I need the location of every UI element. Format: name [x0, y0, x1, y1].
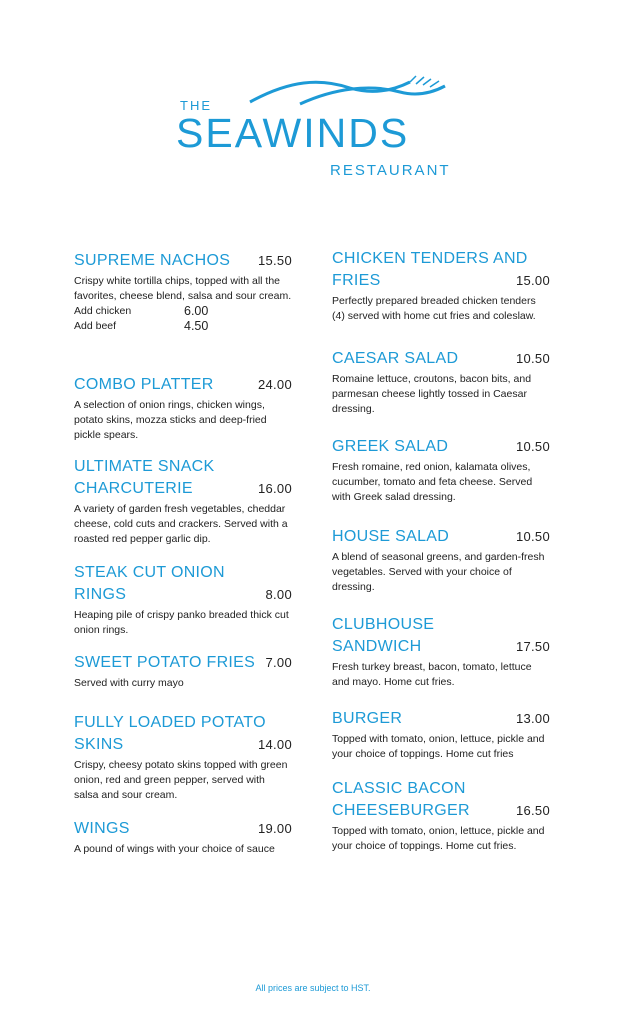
item-description: Fresh turkey breast, bacon, tomato, lettuce and mayo. Home cut fries. — [332, 661, 532, 688]
item-title: SUPREME NACHOS 15.50 — [74, 250, 292, 272]
item-description: Served with curry mayo — [74, 677, 184, 689]
item-price: 10.50 — [515, 439, 550, 454]
item-title: CHICKEN TENDERS AND — [332, 250, 528, 267]
item-description: Crispy, cheesy potato skins topped with green onion, red and green pepper, served with salsa and sour cream. — [74, 759, 288, 801]
item-title: ULTIMATE SNACK — [74, 458, 215, 475]
footer-note: All prices are subject to HST. — [255, 983, 371, 993]
menu-item — [74, 456, 292, 562]
item-title: WINGS 19.00 — [74, 818, 292, 840]
item-title: CLASSIC BACON — [332, 780, 466, 797]
item-price: 16.00 — [257, 481, 292, 496]
item-description: Fresh romaine, red onion, kalamata olives, cucumber, tomato and feta cheese. Served with Greek salad dressing. — [332, 461, 533, 503]
item-title-line2: CHEESEBURGER 16.50 — [332, 800, 550, 822]
item-title-line2: SANDWICH 17.50 — [332, 636, 550, 658]
item-description: Topped with tomato, onion, lettuce, pickle and your choice of toppings. Home cut fries. — [332, 825, 545, 852]
addon-price: 6.00 — [184, 304, 209, 318]
menu-item — [74, 562, 292, 652]
logo-the: THE — [180, 98, 212, 113]
addon-row — [74, 319, 292, 334]
item-price: 17.50 — [515, 639, 550, 654]
item-price: 19.00 — [257, 821, 292, 836]
item-title: STEAK CUT ONION — [74, 564, 225, 581]
menu-item — [332, 436, 550, 526]
addon-row — [74, 304, 292, 319]
menu-item — [74, 250, 292, 374]
item-description: Perfectly prepared breaded chicken tenders (4) served with home cut fries and coleslaw. — [332, 295, 536, 322]
item-price: 14.00 — [257, 737, 292, 752]
item-title-line2: CHARCUTERIE 16.00 — [74, 478, 292, 500]
logo-restaurant: RESTAURANT — [330, 162, 451, 179]
menu-item — [332, 526, 550, 614]
menu-column-left — [74, 250, 292, 857]
addon-price: 4.50 — [184, 319, 209, 333]
item-title: SWEET POTATO FRIES 7.00 — [74, 652, 292, 674]
item-description: A selection of onion rings, chicken wings, potato skins, mozza sticks and deep-fried pickle spears. — [74, 399, 267, 441]
menu-item — [332, 708, 550, 778]
item-title-line2: RINGS 8.00 — [74, 584, 292, 606]
item-title: BURGER 13.00 — [332, 708, 550, 730]
item-description: Topped with tomato, onion, lettuce, pickle and your choice of toppings. Home cut fries — [332, 733, 545, 760]
item-price: 10.50 — [515, 351, 550, 366]
item-price: 13.00 — [515, 711, 550, 726]
restaurant-logo — [0, 70, 626, 200]
item-price: 24.00 — [257, 377, 292, 392]
item-price: 15.00 — [515, 273, 550, 288]
item-price: 16.50 — [515, 803, 550, 818]
addon-name: Add chicken — [74, 305, 132, 317]
item-description: A variety of garden fresh vegetables, cheddar cheese, cold cuts and crackers. Served with a roasted red pepper garlic dip. — [74, 503, 288, 545]
item-title: COMBO PLATTER 24.00 — [74, 374, 292, 396]
item-title: FULLY LOADED POTATO — [74, 714, 266, 731]
menu-item — [332, 614, 550, 708]
item-title-line2: SKINS 14.00 — [74, 734, 292, 756]
item-title: HOUSE SALAD 10.50 — [332, 526, 550, 548]
item-price: 8.00 — [265, 587, 292, 602]
logo-seawinds: SEAWINDS — [176, 110, 410, 156]
item-title: CLUBHOUSE — [332, 616, 435, 633]
item-description: A blend of seasonal greens, and garden-fresh vegetables. Served with your choice of dressing. — [332, 551, 545, 593]
item-description: Romaine lettuce, croutons, bacon bits, and parmesan cheese lightly tossed in Caesar dressing. — [332, 373, 532, 415]
addon-name: Add beef — [74, 320, 117, 332]
item-price: 7.00 — [265, 655, 292, 670]
item-description: Crispy white tortilla chips, topped with all the favorites, cheese blend, salsa and sour cream. — [74, 275, 292, 302]
menu-column-right — [332, 248, 550, 854]
item-price: 15.50 — [257, 253, 292, 268]
menu-item — [74, 818, 292, 857]
item-description: A pound of wings with your choice of sauce — [74, 843, 275, 855]
item-title-line2: FRIES 15.00 — [332, 270, 550, 292]
wave-icon — [240, 70, 460, 110]
item-description: Heaping pile of crispy panko breaded thick cut onion rings. — [74, 609, 289, 636]
menu-item — [74, 712, 292, 818]
menu-item — [74, 374, 292, 456]
menu-item — [332, 348, 550, 436]
item-price: 10.50 — [515, 529, 550, 544]
menu-item — [332, 778, 550, 854]
item-title: CAESAR SALAD 10.50 — [332, 348, 550, 370]
menu-item — [332, 248, 550, 348]
item-title: GREEK SALAD 10.50 — [332, 436, 550, 458]
menu-item — [74, 652, 292, 712]
